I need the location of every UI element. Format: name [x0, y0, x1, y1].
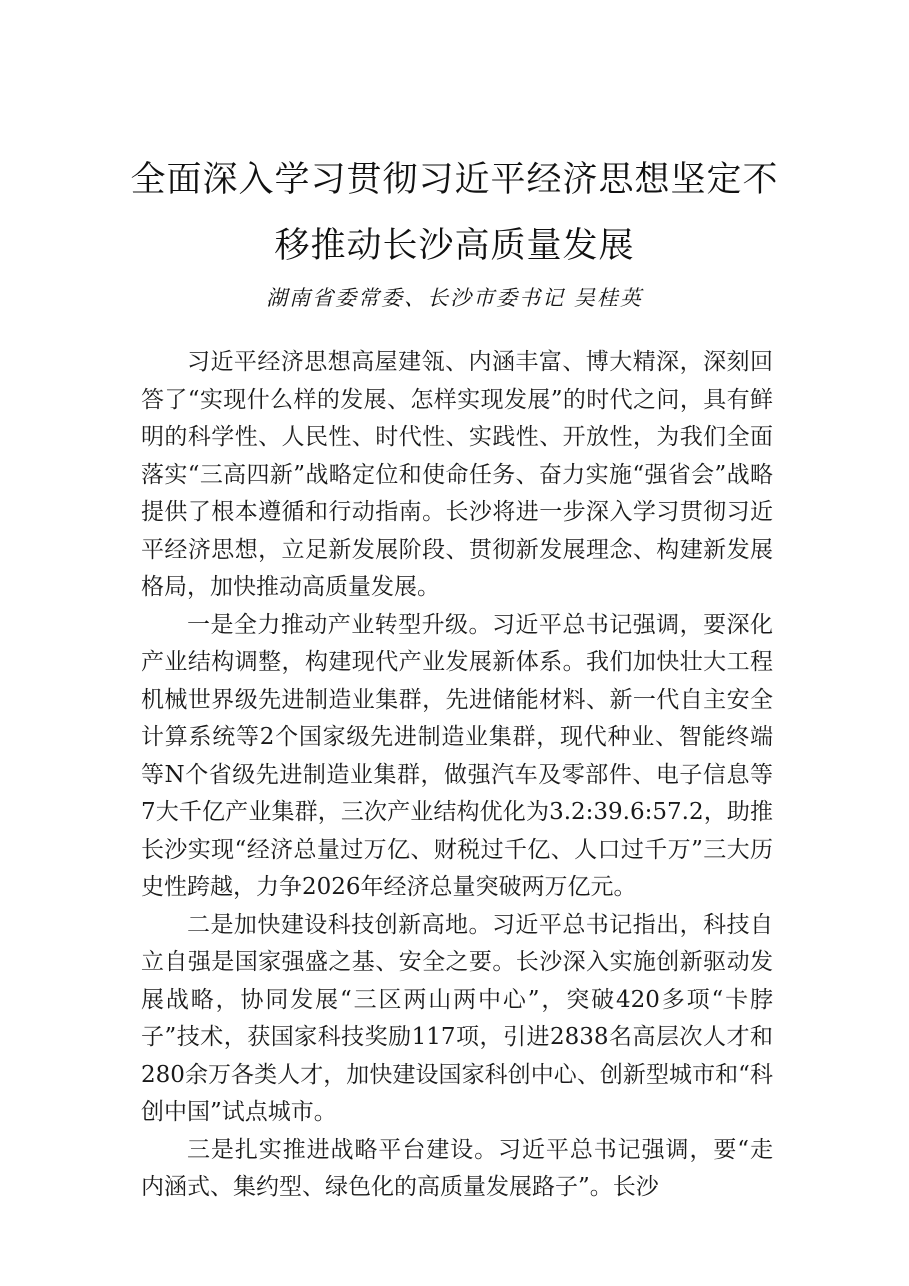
paragraph-industry: 一是全力推动产业转型升级。习近平总书记强调，要深化产业结构调整，构建现代产业发展新体系。我们加快壮大工程机械世界级先进制造业集群，先进储能材料、新一代自主安全计算系统等2个国家级先进制造业集群，现代种业、智能终端等N个省级先进制造业集群，做强汽车及零部件、电子信息等7大千亿产业集群，三次产业结构优化为3.2:39.6:57.2，助推长沙实现“经济总量过万亿、财税过千亿、人口过千万”三大历史性跨越，力争2026年经济总量突破两万亿元。 [141, 611, 773, 900]
paragraph-platform: 三是扎实推进战略平台建设。习近平总书记强调，要“走内涵式、集约型、绿色化的高质量发展路子”。长沙 [141, 1136, 773, 1200]
paragraph-innovation: 二是加快建设科技创新高地。习近平总书记指出，科技自立自强是国家强盛之基、安全之要。长沙深入实施创新驱动发展战略，协同发展“三区两山两中心”，突破420多项“卡脖子”技术，获国家科技奖励117项，引进2838名高层次人才和280余万各类人才，加快建设国家科创中心、创新型城市和“科创中国”试点城市。 [141, 911, 773, 1125]
article-body [141, 344, 773, 1207]
article-title-line-2: 移推动长沙高质量发展 [274, 226, 635, 266]
article-title-line-1: 全面深入学习贯彻习近平经济思想坚定不 [130, 160, 779, 200]
author-byline: 湖南省委常委、长沙市委书记 吴桂英 [266, 286, 643, 310]
paragraph-intro: 习近平经济思想高屋建瓴、内涵丰富、博大精深，深刻回答了“实现什么样的发展、怎样实现发展”的时代之问，具有鲜明的科学性、人民性、时代性、实践性、开放性，为我们全面落实“三高四新”战略定位和使命任务、奋力实施“强省会”战略提供了根本遵循和行动指南。长沙将进一步深入学习贯彻习近平经济思想，立足新发展阶段、贯彻新发展理念、构建新发展格局，加快推动高质量发展。 [141, 349, 773, 600]
